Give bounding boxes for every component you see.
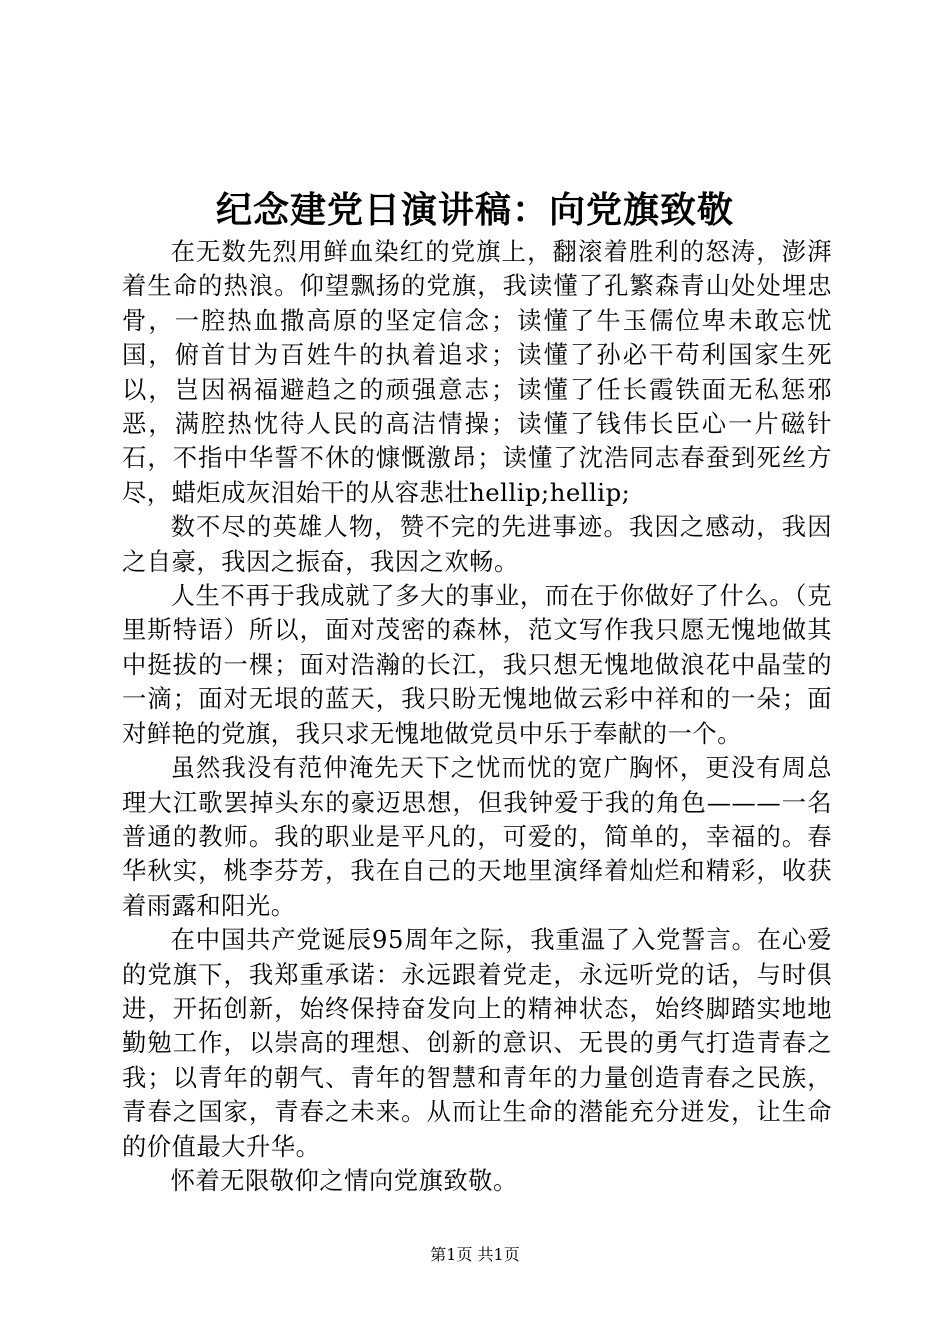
paragraph: 数不尽的英雄人物，赞不完的先进事迹。我因之感动，我因之自豪，我因之振奋，我因之欢畅。 — [122, 512, 832, 576]
document-body — [122, 235, 832, 1198]
paragraph: 人生不再于我成就了多大的事业，而在于你做好了什么。（克里斯特语）所以，面对茂密的森林，范文写作我只愿无愧地做其中挺拔的一棵；面对浩瀚的长江，我只想无愧地做浪花中晶莹的一滴；面对无垠的蓝天，我只盼无愧地做云彩中祥和的一朵；面对鲜艳的党旗，我只求无愧地做党员中乐于奉献的一个。 — [122, 581, 832, 748]
paragraph: 怀着无限敬仰之情向党旗致敬。 — [170, 1165, 518, 1195]
page-number-footer: 第1页 共1页 — [430, 1245, 520, 1264]
document-title: 纪念建党日演讲稿：向党旗致敬 — [215, 189, 734, 231]
paragraph: 在无数先烈用鲜血染红的党旗上，翻滚着胜利的怒涛，澎湃着生命的热浪。仰望飘扬的党旗，我读懂了孔繁森青山处处埋忠骨，一腔热血撒高原的坚定信念；读懂了牛玉儒位卑未敢忘忧国，俯首甘为百姓牛的执着追求；读懂了孙必干苟利国家生死以，岂因祸福避趋之的顽强意志；读懂了任长霞铁面无私惩邪恶，满腔热忱待人民的高洁情操；读懂了钱伟长臣心一片磁针石，不指中华誓不休的慷慨激昂；读懂了沈浩同志春蚕到死丝方尽，蜡炬成灰泪始干的从容悲壮hellip;hellip; — [122, 237, 832, 507]
paragraph: 在中国共产党诞辰95周年之际，我重温了入党誓言。在心爱的党旗下，我郑重承诺：永远跟着党走，永远听党的话，与时俱进，开拓创新，始终保持奋发向上的精神状态，始终脚踏实地地勤勉工作，以崇高的理想、创新的意识、无畏的勇气打造青春之我；以青年的朝气、青年的智慧和青年的力量创造青春之民族，青春之国家，青春之未来。从而让生命的潜能充分迸发，让生命的价值最大升华。 — [122, 925, 832, 1161]
paragraph: 虽然我没有范仲淹先天下之忧而忧的宽广胸怀，更没有周总理大江歌罢掉头东的豪迈思想，但我钟爱于我的角色———一名普通的教师。我的职业是平凡的，可爱的，简单的，幸福的。春华秋实，桃李芬芳，我在自己的天地里演绎着灿烂和精彩，收获着雨露和阳光。 — [122, 753, 832, 920]
